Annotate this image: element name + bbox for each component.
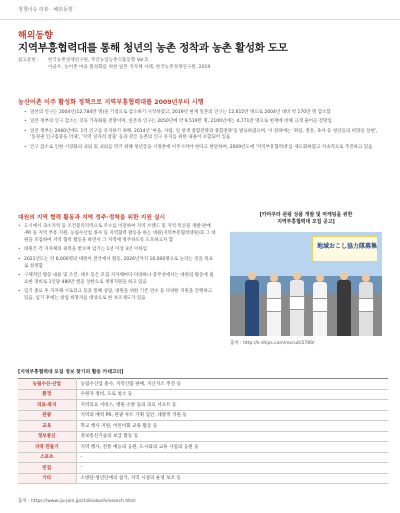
header-category: 정책이슈 리뷰 · 해외동향	[18, 7, 73, 13]
category-cell: 농림수산·산업	[18, 379, 76, 390]
list-item: • 일본 정부는 2060년에도 1억 인구를 유지하기 위해, 2014년 '마을, 사람, 일 창생 종합전략과 종합전략'을 발표하였으며, 이 전략에는 '취업, 결혼, 육아 등 청년들의 희망을 실현', '동경권 인구집중을 억제', '지역 일자리 창출' 등과 같은 농촌의 인구 유지를 위한 내용이 포함되어 있음	[24, 129, 384, 143]
reference-line: 이균우, 농어촌 마을 활성화를 위한 일본 지자체 사례, 한국농촌경제연구원, 2019	[48, 64, 211, 70]
held-sign	[266, 298, 282, 312]
activity-cell: 지역의료 서비스, 병원·소방 등의 의료 서포트 등	[76, 400, 388, 411]
table-row	[18, 452, 388, 463]
activity-cell: 농림수산업 종사, 지역산품 판매, 지산지소 추진 등	[76, 379, 388, 390]
page-title: 지역부흥협력대를 통해 청년의 농촌 정착과 농촌 활성화 도모	[18, 42, 288, 54]
list-item: • 2021년도는 약 6,000명의 대원이 전국에서 활동, 2026년까지 10,000명으로 늘리는 것을 목표로 설정함	[18, 257, 216, 271]
references-label: 참고문헌 :	[18, 58, 39, 63]
references	[18, 58, 388, 72]
category-cell: 지역 만들기	[18, 442, 76, 453]
held-sign	[289, 296, 305, 310]
table-row	[18, 421, 388, 432]
photo-caption-line: [카마쿠라 관광 상품 개발 및 마케팅을 위한	[259, 212, 353, 218]
held-sign	[312, 298, 328, 312]
category-cell: 빈집	[18, 463, 76, 474]
category-cell: 관광	[18, 410, 76, 421]
activity-cell: 지역 행사, 전통 예능의 응원, 도시와의 교류 사업의 응원 등	[76, 442, 388, 453]
person-head	[248, 272, 256, 280]
activity-cell: -	[76, 463, 388, 474]
category-cell: 기타	[18, 473, 76, 484]
list-item: • 임기 종료 후 지자체·시토티크 등을 통해 상담, 대원을 위한 기존 연수 등 다양한 지원을 진행하고 있음. 임기 후에는 창업 희망자를 대상으로 한 보조제도가 있음	[18, 289, 216, 303]
photo-caption	[222, 212, 390, 226]
table-source: 출처 : https://www.iju-join.jp/chiikiokoshi/search.html	[18, 499, 136, 504]
person-head	[293, 272, 301, 280]
category-cell: 교육	[18, 421, 76, 432]
section-label: 해외동향	[18, 31, 53, 41]
recruitment-banner	[312, 236, 378, 262]
table-heading: [지역부흥협력대 모집 정보 찾기의 활동 카테고리]	[18, 370, 124, 375]
category-cell: 의료·복지	[18, 400, 76, 411]
category-cell: 스포츠	[18, 452, 76, 463]
person	[337, 280, 351, 336]
table-row	[18, 463, 388, 474]
list-item: • 일본의 인구는 2004년(12,784만 명)을 기점으로 감소하기 시작하였고, 2019년 현재 일본의 인구는 12,615만 명으로 2004년 대비 약 170만 명 감소함	[24, 110, 384, 117]
table-row	[18, 410, 388, 421]
activity-cell: 소방단·청년단에의 참가, 지역 시설의 운영 보조 등	[76, 473, 388, 484]
banner-text: 地域おこし協力隊募集	[317, 243, 378, 250]
list-item: • 도시에서 과소지역 등 조건불리지역으로 주소를 이전하여 지역 브랜드 및 지역 특산물 개발·판매·PR 등 지역 부흥 지원, 농림수산업 종사 등 지역협력 활동을 하는 대원(지역부흥협력대원)과 그 대원을 모집하여 지역 협력 활동을 하면서 그 지역에 정주하도록 도모하고자 함	[18, 224, 216, 245]
person-head	[270, 274, 278, 282]
person	[245, 280, 259, 336]
person-head	[362, 274, 370, 282]
activity-cell: 수원지 정비, 도로 청소 등	[76, 389, 388, 400]
held-sign	[358, 298, 374, 312]
bullet-list-support	[18, 224, 216, 306]
activity-category-table	[18, 378, 388, 484]
table-row	[18, 400, 388, 411]
recruitment-photo	[230, 232, 382, 336]
person-head	[316, 274, 324, 282]
table-row	[18, 431, 388, 442]
activity-cell: -	[76, 452, 388, 463]
table-row	[18, 389, 388, 400]
person-head	[340, 272, 348, 280]
table-row	[18, 379, 388, 390]
list-item: • 인구 감소로 인한 시장화의 쇠퇴 및 쇠퇴를 막기 위해 청년층을 시정촌에 이주시켜야 한다고 판단하여, 2009년도에 '지역부흥협력대'를 제도화하였고 지속적으로 추진하고 있음	[24, 145, 384, 152]
subheading-migration-policy: 농산어촌 이주 활성화 정책으로 지역부흥협력대를 2009년부터 시행	[18, 99, 204, 106]
activity-cell: 학교 행사 지원, 어린이회 교류 활동 등	[76, 421, 388, 432]
list-item: • 대원은 각 지자체의 위촉을 받으며 임기는 1년 이상 3년 이하임	[18, 247, 216, 254]
list-item: • 구체적인 활동 내용 및 조건, 대우 등은 모집 지자체마다 다양하나 총무성에서는 대원의 활동에 필요한 경비로 1인당 480만 엔을 상한으로 재정지원을 하고 있음	[18, 273, 216, 287]
reference-line: 한국농촌경제연구원, 주간농업농촌식품동향 Vol.5	[48, 58, 148, 63]
bullet-list-background	[24, 110, 384, 154]
category-cell: 환경	[18, 389, 76, 400]
photo-figure	[222, 212, 390, 362]
photo-source: 출처 : http://k-ships.com/recruit/2789/	[230, 341, 315, 346]
table-row	[18, 473, 388, 484]
category-cell: 정보통신	[18, 431, 76, 442]
table-row	[18, 442, 388, 453]
activity-cell: 정보통신기술의 보급 활동 등	[76, 431, 388, 442]
page-header	[0, 0, 400, 20]
list-item: • 일본 정부의 인구 감소는 더욱 가속화될 전망이며, 일본의 인구는 2050년에 약 9,519만 명, 2100년에는 4,771만 명으로 현재에 비해 크게 줄어들 전망임	[24, 119, 384, 126]
photo-caption-line: 지역부흥협력대 모집 공고]	[277, 219, 335, 225]
activity-cell: 지역의 매력 PR, 관광 루트 기획 입안, 네방적 지원 등	[76, 410, 388, 421]
subheading-support: 대원의 지역 협력 활동과 지역 정주·정착을 위한 지원 실시	[18, 215, 166, 221]
